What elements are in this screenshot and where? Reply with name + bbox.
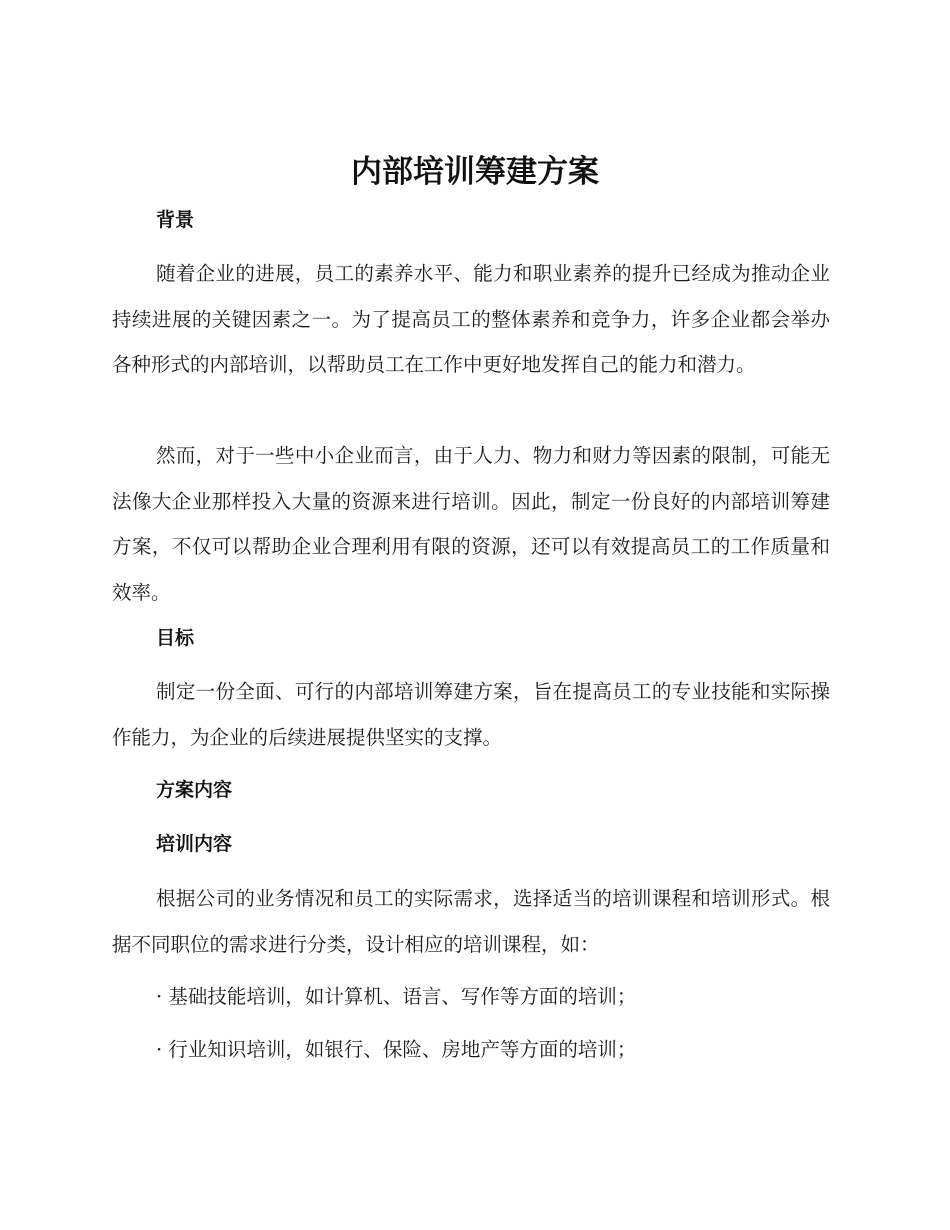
list-item: · 基础技能培训，如计算机、语言、写作等方面的培训； <box>156 985 637 1008</box>
section-heading-goal: 目标 <box>156 627 195 649</box>
paragraph-background-2: 然而，对于一些中小企业而言，由于人力、物力和财力等因素的限制，可能无法像大企业那样投入大量的资源来进行培训。因此，制定一份良好的内部培训筹建方案，不仅可以帮助企业合理利用有限的资源，还可以有效提高员工的工作质量和效率。 <box>112 444 830 604</box>
section-heading-plan: 方案内容 <box>156 779 233 801</box>
section-heading-training-content: 培训内容 <box>156 833 233 855</box>
section-heading-background: 背景 <box>156 209 195 231</box>
paragraph-training-content-1: 根据公司的业务情况和员工的实际需求，选择适当的培训课程和培训形式。根据不同职位的需求进行分类，设计相应的培训课程，如： <box>112 887 830 956</box>
paragraph-background-1: 随着企业的进展，员工的素养水平、能力和职业素养的提升已经成为推动企业持续进展的关键因素之一。为了提高员工的整体素养和竞争力，许多企业都会举办各种形式的内部培训，以帮助员工在工作中更好地发挥自己的能力和潜力。 <box>112 262 830 376</box>
paragraph-goal-1: 制定一份全面、可行的内部培训筹建方案，旨在提高员工的专业技能和实际操作能力，为企业的后续进展提供坚实的支撑。 <box>112 680 830 749</box>
list-item: · 行业知识培训，如银行、保险、房地产等方面的培训； <box>156 1038 637 1061</box>
document-title: 内部培训筹建方案 <box>351 154 599 190</box>
